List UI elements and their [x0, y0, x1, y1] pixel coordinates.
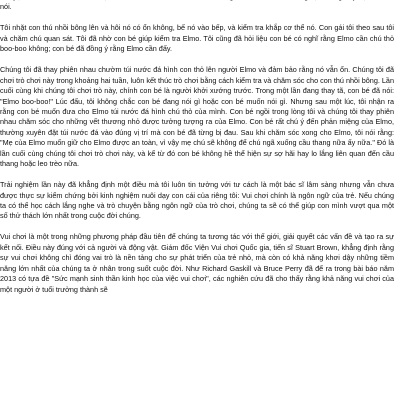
paragraph-5: Vui chơi là một trong những phương pháp đầu tiên để chúng ta tương tác với thế giới, giải quyết các vấn đề và tạo ra sự kết nối. Điều này đúng với cả người và động vật. Giám đốc Viện Vui chơi Quốc gia, tiến sĩ Stuart Brown, khẳng định rằng sự vui chơi không chỉ đóng vai trò là nền tảng cho sự phát triển của trẻ nhỏ, mà còn có khả năng khơi dậy những tiềm năng lớn nhất của chúng ta ở nhân trong suốt cuộc đời. Như Richard Gaskill và Bruce Perry đã để ra trong bài báo năm 2013 có tựa đề "Sức mạnh sinh thần kinh học của việc vui chơi", các nghiên cứu đã cho thấy rằng khả năng vui chơi của một người ở tuổi trưởng thành sẽ	[0, 232, 394, 294]
paragraph-2: Tôi nhặt con thú nhồi bông lên và hôi nó có ổn không, bế nó vào bếp, và kiểm tra khắp cơ thể nó. Con gái tôi theo sau tôi và chăm chú quan sát. Tôi đã nhờ con bé giúp kiểm tra Elmo. Tôi cũng đã hỏi liệu con bé có nghĩ rằng Elmo cần chú thỏ boo-boo không; con bé đã đồng ý rằng Elmo cần đấy.	[0, 23, 394, 54]
paragraph-4: Trải nghiệm lần này đã khẳng định một điều mà tôi luôn tin tưởng với tư cách là một bác sĩ lâm sàng nhưng vẫn chưa được thực sự kiểm chứng bởi kinh nghiệm nuôi dạy con cái của riêng tôi: Vui chơi chính là ngôn ngữ của trẻ. Nếu chúng ta có thể học cách lắng nghe và trò chuyện bằng ngôn ngữ của trò chơi, chúng ta sẽ có thể giúp con mình vượt qua một số thử thách lớn nhất trong cuộc đời chúng.	[0, 180, 394, 221]
paragraph-3: Chúng tôi đã thay phiên nhau chườm túi nước đá hình con thỏ lên người Elmo và đảm bảo rằng nó vẫn ổn. Chúng tôi đã chơi trò chơi này trong khoảng hai tuần, luôn kết thúc trò chơi bằng cách kiểm tra và chăm sóc cho con thú nhồi bông. Lần cuối cùng khi chúng tôi chơi trò này, chính con bé là người khởi xướng trước. Trong một lần đang thay tã, con bé đã nói: "Elmo boo-boo!" Lúc đấu, tôi không chắc con bé đang nói gì hoặc con bé muốn nói gì. Nhưng sau một lúc, tôi nhận ra rằng con bé muốn đưa cho Elmo túi nước đá hình chú thỏ của mình. Con bé ngồi trong lòng tôi và chúng tôi thay phiên nhau chăm sóc cho những vết thương nhỏ được tưởng tượng ra của Elmo. Con bé rất chú ý đến phản miệng của Elmo, thường xuyên đặt túi nước đá vào đúng vị trí mà con bé đã từng bị đau. Sau khi chăm sóc xong cho Elmo, tôi nói rằng: "Mẹ của Elmo muốn giữ cho Elmo được an toàn, vì vậy mẹ chú sẽ không để chú ngã xuống cầu thang nữa ấy nữa." Đó là lần cuối cùng chúng tôi chơi trò chơi này, và kể từ đó con bé không hề thể hiện sự sợ hãi hay lo lắng liên quan đến cầu thang hoặc leo trèo nữa.	[0, 65, 394, 169]
paragraph-1: nói.	[0, 2, 12, 12]
